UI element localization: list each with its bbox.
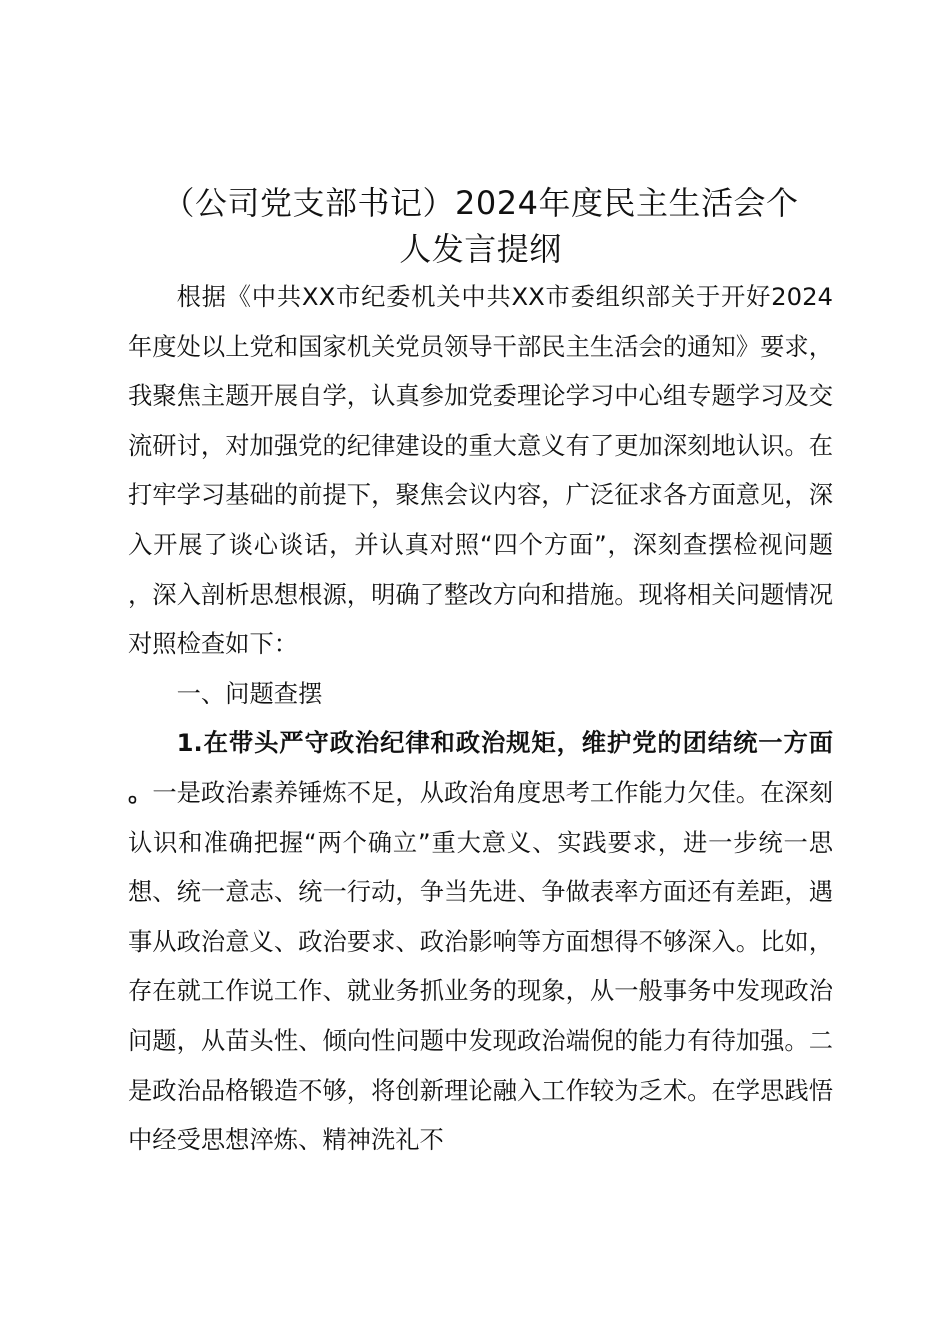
problem-item-1 — [128, 718, 833, 1164]
problem-item-1-heading: 1.在带头严守政治纪律和政治规矩，维护党的团结统一方面。 — [128, 728, 833, 807]
document-title — [124, 180, 837, 272]
document-title-line-2: 人发言提纲 — [399, 230, 562, 268]
document-title-line-1: （公司党支部书记）2024年度民主生活会个 — [162, 184, 799, 222]
document-page — [128, 180, 833, 1165]
section-heading-problems: 一、问题查摆 — [176, 678, 323, 708]
intro-paragraph: 根据《中共XX市纪委机关中共XX市委组织部关于开好2024年度处以上党和国家机关党员领导干部民主生活会的通知》要求，我聚焦主题开展自学，认真参加党委理论学习中心组专题学习及交流研讨，对加强党的纪律建设的重大意义有了更加深刻地认识。在打牢学习基础的前提下，聚焦会议内容，广泛征求各方面意见，深入开展了谈心谈话，并认真对照“四个方面”，深刻查摆检视问题，深入剖析思想根源，明确了整改方向和措施。现将相关问题情况对照检查如下： — [128, 282, 833, 659]
problem-item-1-body: 一是政治素养锤炼不足，从政治角度思考工作能力欠佳。在深刻认识和准确把握“两个确立”重大意义、实践要求，进一步统一思想、统一意志、统一行动，争当先进、争做表率方面还有差距，遇事从政治意义、政治要求、政治影响等方面想得不够深入。比如，存在就工作说工作、就业务抓业务的现象，从一般事务中发现政治问题，从苗头性、倾向性问题中发现政治端倪的能力有待加强。二是政治品格锻造不够，将创新理论融入工作较为乏术。在学思践悟中经受思想淬炼、精神洗礼不 — [128, 777, 833, 1155]
